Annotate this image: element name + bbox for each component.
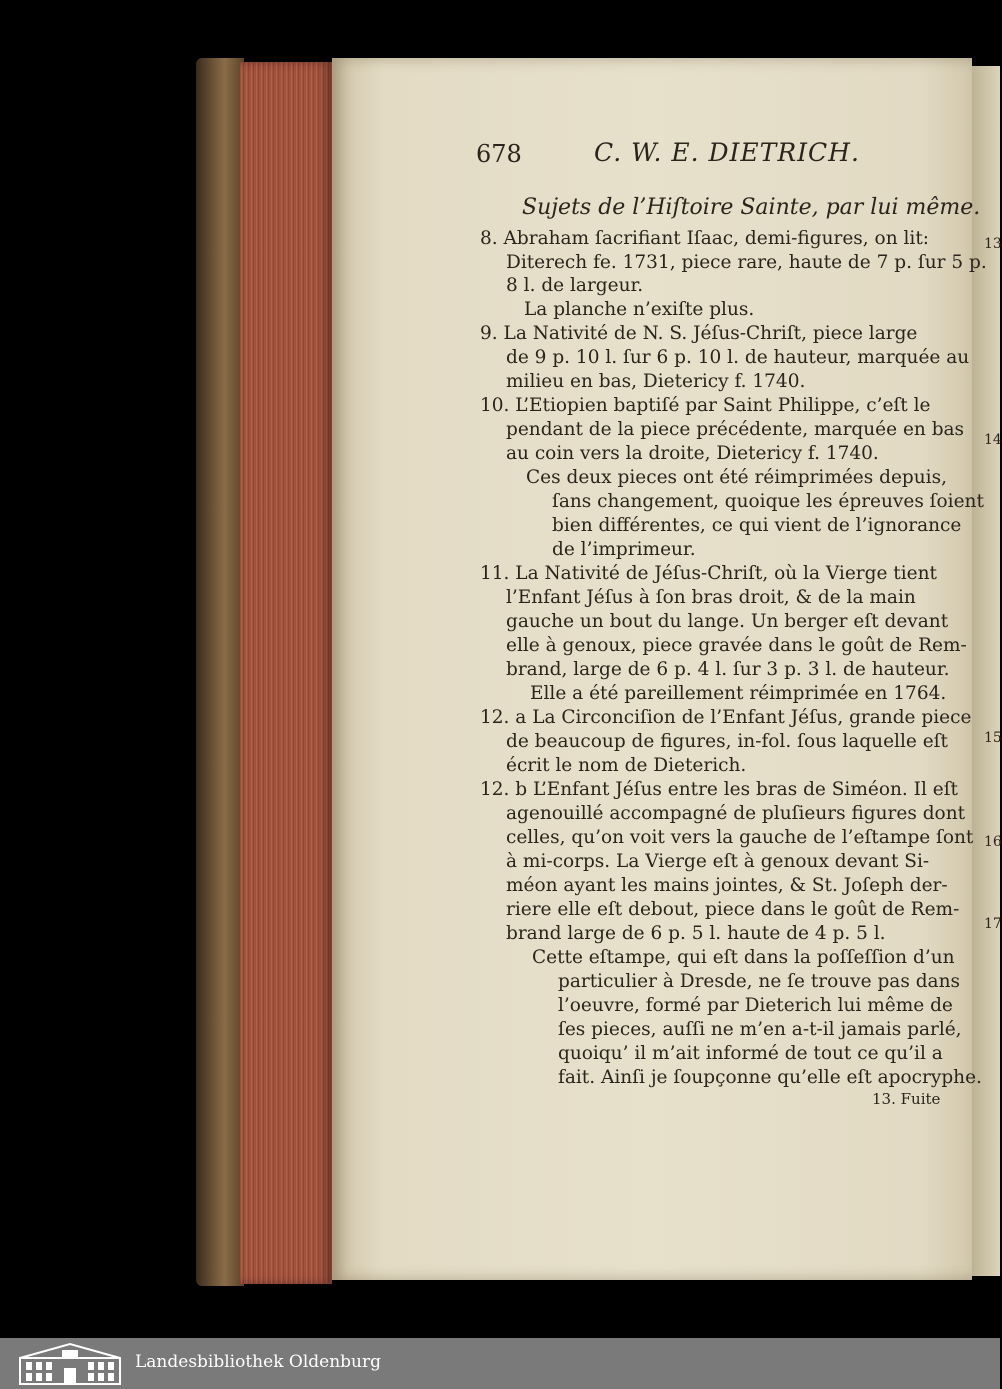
text-line: de beaucoup de figures, in-fol. ſous laquelle eſt <box>506 731 948 752</box>
page-edges <box>240 62 332 1284</box>
text-line: milieu en bas, Dietericy f. 1740. <box>506 371 806 392</box>
text-line: Ces deux pieces ont été réimprimées depuis, <box>526 467 947 488</box>
text-line: ſes pieces, auſſi ne m’en a-t-il jamais parlé, <box>558 1019 962 1040</box>
catchword: 13. Fuite <box>872 1090 941 1108</box>
text-line: au coin vers la droite, Dietericy f. 1740. <box>506 443 879 464</box>
text-line: 8. Abraham ſacrifiant Iſaac, demi-figures, on lit: <box>480 228 929 249</box>
text-line: écrit le nom de Dieterich. <box>506 755 747 776</box>
text-line: de l’imprimeur. <box>552 539 696 560</box>
running-title: C. W. E. DIETRICH. <box>594 138 860 167</box>
text-line: brand large de 6 p. 5 l. haute de 4 p. 5 l. <box>506 923 886 944</box>
text-line: brand, large de 6 p. 4 l. ſur 3 p. 3 l. de hauteur. <box>506 659 950 680</box>
library-building-icon <box>18 1342 122 1386</box>
text-line: l’oeuvre, formé par Dieterich lui même de <box>558 995 953 1016</box>
text-line: agenouillé accompagné de pluſieurs figures dont <box>506 803 966 824</box>
text-line: La planche n’exiſte plus. <box>524 299 755 320</box>
facing-margin-number: 16 <box>984 834 1002 850</box>
text-line: Diterech fe. 1731, piece rare, haute de 7 p. ſur 5 p. <box>506 252 987 273</box>
page-number: 678 <box>476 140 522 168</box>
library-name: Landesbibliothek Oldenburg <box>135 1352 382 1372</box>
facing-margin-number: 14 <box>984 432 1002 448</box>
text-line: 11. La Nativité de Jéſus-Chriſt, où la Vierge tient <box>480 563 937 584</box>
facing-margin-number: 17 <box>984 916 1002 932</box>
text-line: gauche un bout du lange. Un berger eſt devant <box>506 611 949 632</box>
text-line: de 9 p. 10 l. ſur 6 p. 10 l. de hauteur, marquée au <box>506 347 970 368</box>
facing-margin-number: 13 <box>984 236 1002 252</box>
text-line: l’Enfant Jéſus à ſon bras droit, & de la main <box>506 587 916 608</box>
text-line: 9. La Nativité de N. S. Jéſus-Chriſt, piece large <box>480 323 918 344</box>
text-line: 10. L’Etiopien baptiſé par Saint Philippe, c’eſt le <box>480 395 931 416</box>
text-line: celles, qu’on voit vers la gauche de l’eſtampe ſont <box>506 827 974 848</box>
text-line: à mi-corps. La Vierge eſt à genoux devant Si- <box>506 851 930 872</box>
book-cover-spine <box>196 58 244 1286</box>
text-line: fait. Ainſi je ſoupçonne qu’elle eſt apocryphe. <box>558 1067 982 1088</box>
text-line: 12. a La Circonciſion de l’Enfant Jéſus, grande piece <box>480 707 972 728</box>
text-line: pendant de la piece précédente, marquée en bas <box>506 419 965 440</box>
facing-margin-number: 15 <box>984 730 1002 746</box>
text-line: riere elle eſt debout, piece dans le goût de Rem- <box>506 899 960 920</box>
text-line: 12. b L’Enfant Jéſus entre les bras de Siméon. Il eſt <box>480 779 958 800</box>
text-line: Elle a été pareillement réimprimée en 1764. <box>530 683 947 704</box>
text-line: méon ayant les mains jointes, & St. Joſeph der- <box>506 875 948 896</box>
text-line: 8 l. de largeur. <box>506 275 644 296</box>
text-line: Cette eſtampe, qui eſt dans la poſſeſſion d’un <box>532 947 955 968</box>
text-line: elle à genoux, piece gravée dans le goût de Rem- <box>506 635 967 656</box>
section-title: Sujets de l’Hiſtoire Sainte, par lui même. <box>522 195 981 220</box>
text-line: bien différentes, ce qui vient de l’ignorance <box>552 515 962 536</box>
text-line: ſans changement, quoique les épreuves ſoient <box>552 491 984 512</box>
text-line: particulier à Dresde, ne ſe trouve pas dans <box>558 971 960 992</box>
text-line: quoiqu’ il m’ait informé de tout ce qu’il a <box>558 1043 943 1064</box>
